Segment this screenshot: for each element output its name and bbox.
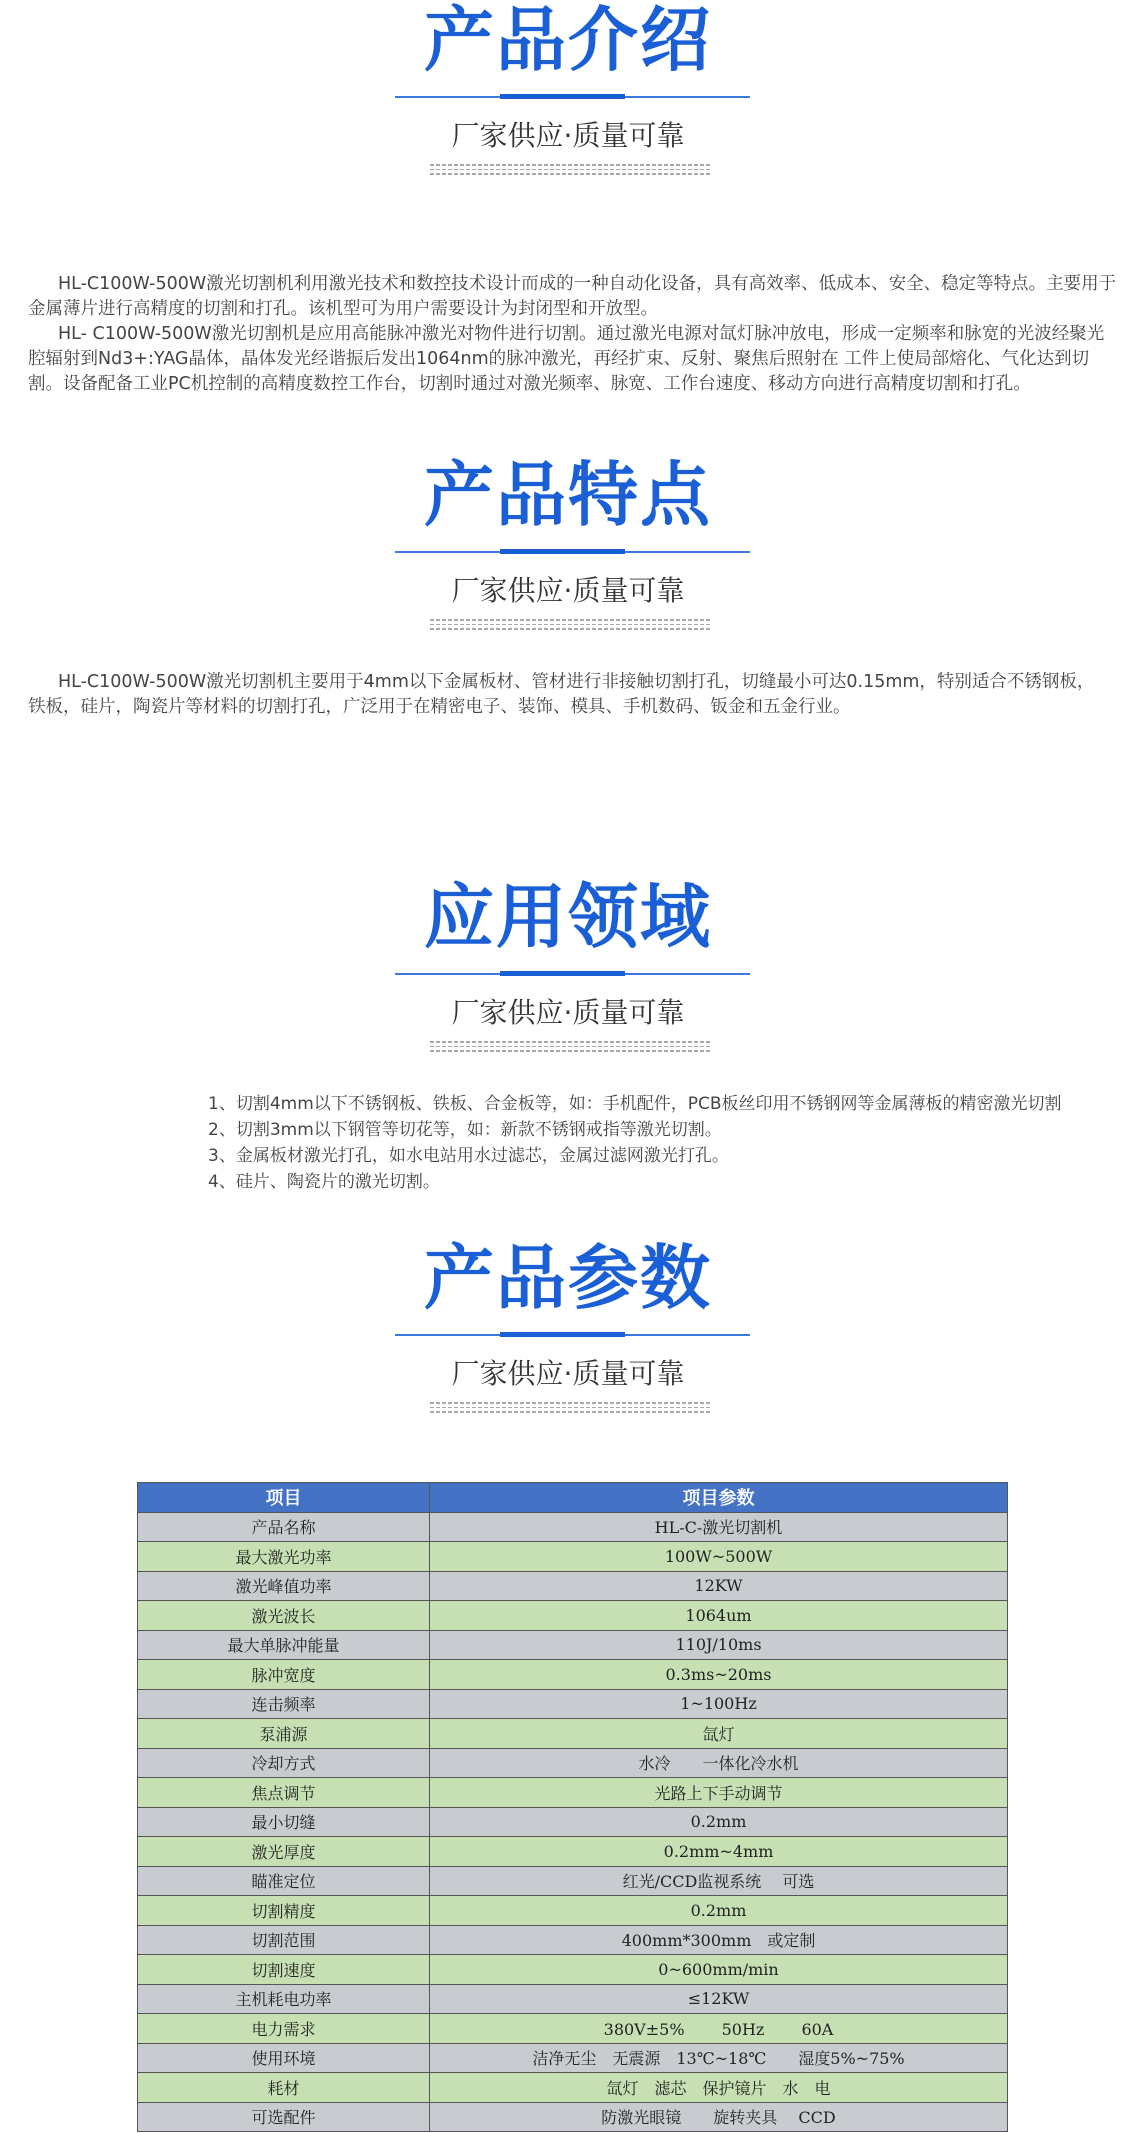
param-name-cell: 主机耗电功率 — [138, 1984, 430, 2014]
table-row — [138, 1866, 1008, 1896]
table-row — [138, 2014, 1008, 2044]
section-title: 产品介绍 — [424, 0, 712, 81]
section-subtitle: 厂家供应·质量可靠 — [451, 1357, 685, 1390]
table-row — [138, 1778, 1008, 1808]
param-value-cell: 0.2mm~4mm — [430, 1837, 1008, 1867]
param-name-cell: 最大激光功率 — [138, 1542, 430, 1572]
intro-paragraph-1: HL-C100W-500W激光切割机利用激光技术和数控技术设计而成的一种自动化设备，具有高效率、低成本、安全、稳定等特点。主要用于金属薄片进行高精度的切割和打孔。该机型可为用户需要设计为封闭型和开放型。 — [28, 274, 1117, 319]
param-name-cell: 最大单脉冲能量 — [138, 1630, 430, 1660]
param-name-cell: 电力需求 — [138, 2014, 430, 2044]
table-row — [138, 1601, 1008, 1631]
table-header-row — [138, 1483, 1008, 1513]
table-row — [138, 1984, 1008, 2014]
table-row — [138, 2102, 1008, 2132]
table-row — [138, 1807, 1008, 1837]
section-title: 应用领域 — [424, 876, 712, 958]
param-name-cell: 焦点调节 — [138, 1778, 430, 1808]
param-value-cell: 红光/CCD监视系统 可选 — [430, 1866, 1008, 1896]
param-name-cell: 激光峰值功率 — [138, 1571, 430, 1601]
column-header: 项目 — [138, 1483, 430, 1513]
decorative-lines — [430, 1402, 710, 1420]
param-name-cell: 使用环境 — [138, 2043, 430, 2073]
table-row — [138, 1896, 1008, 1926]
column-header: 项目参数 — [430, 1483, 1008, 1513]
param-name-cell: 脉冲宽度 — [138, 1660, 430, 1690]
divider-accent — [500, 971, 625, 976]
table-row — [138, 1925, 1008, 1955]
section-subtitle: 厂家供应·质量可靠 — [451, 119, 685, 152]
param-value-cell: 洁净无尘 无震源 13℃~18℃ 湿度5%~75% — [430, 2043, 1008, 2073]
divider-accent — [500, 94, 625, 99]
param-value-cell: 0.3ms~20ms — [430, 1660, 1008, 1690]
decorative-lines — [430, 164, 710, 182]
param-value-cell: ≤12KW — [430, 1984, 1008, 2014]
table-row — [138, 1748, 1008, 1778]
section-title: 产品参数 — [424, 1237, 712, 1319]
param-name-cell: 冷却方式 — [138, 1748, 430, 1778]
section-subtitle: 厂家供应·质量可靠 — [451, 996, 685, 1029]
param-name-cell: 激光波长 — [138, 1601, 430, 1631]
param-value-cell: 氙灯 — [430, 1719, 1008, 1749]
table-row — [138, 1542, 1008, 1572]
param-value-cell: HL-C-激光切割机 — [430, 1512, 1008, 1542]
param-value-cell: 0.2mm — [430, 1807, 1008, 1837]
param-value-cell: 1064um — [430, 1601, 1008, 1631]
table-row — [138, 1719, 1008, 1749]
param-name-cell: 最小切缝 — [138, 1807, 430, 1837]
param-value-cell: 100W~500W — [430, 1542, 1008, 1572]
param-name-cell: 激光厚度 — [138, 1837, 430, 1867]
table-row — [138, 2073, 1008, 2103]
table-row — [138, 1837, 1008, 1867]
section-title: 产品特点 — [424, 454, 712, 536]
param-name-cell: 瞄准定位 — [138, 1866, 430, 1896]
table-row — [138, 1660, 1008, 1690]
param-value-cell: 400mm*300mm 或定制 — [430, 1925, 1008, 1955]
param-value-cell: 0~600mm/min — [430, 1955, 1008, 1985]
list-item: 4、硅片、陶瓷片的激光切割。 — [208, 1172, 440, 1192]
decorative-lines — [430, 1041, 710, 1059]
features-paragraph: HL-C100W-500W激光切割机主要用于4mm以下金属板材、管材进行非接触切割打孔，切缝最小可达0.15mm，特别适合不锈钢板，铁板，硅片，陶瓷片等材料的切割打孔，广泛用于在精密电子、装饰、模具、手机数码、钣金和五金行业。 — [28, 672, 1095, 717]
divider-accent — [500, 549, 625, 554]
param-name-cell: 切割速度 — [138, 1955, 430, 1985]
list-item: 3、金属板材激光打孔，如水电站用水过滤芯，金属过滤网激光打孔。 — [208, 1146, 729, 1166]
table-row — [138, 1630, 1008, 1660]
param-name-cell: 连击频率 — [138, 1689, 430, 1719]
param-value-cell: 110J/10ms — [430, 1630, 1008, 1660]
param-name-cell: 耗材 — [138, 2073, 430, 2103]
param-name-cell: 可选配件 — [138, 2102, 430, 2132]
param-name-cell: 切割精度 — [138, 1896, 430, 1926]
param-value-cell: 380V±5% 50Hz 60A — [430, 2014, 1008, 2044]
param-value-cell: 光路上下手动调节 — [430, 1778, 1008, 1808]
list-item: 2、切割3mm以下钢管等切花等，如：新款不锈钢戒指等激光切割。 — [208, 1120, 722, 1140]
param-name-cell: 泵浦源 — [138, 1719, 430, 1749]
param-value-cell: 1~100Hz — [430, 1689, 1008, 1719]
params-table — [137, 1482, 1008, 2132]
decorative-lines — [430, 619, 710, 637]
table-row — [138, 1571, 1008, 1601]
param-name-cell: 产品名称 — [138, 1512, 430, 1542]
list-item: 1、切割4mm以下不锈钢板、铁板、合金板等，如：手机配件，PCB板丝印用不锈钢网等金属薄板的精密激光切割 — [208, 1094, 1062, 1114]
param-value-cell: 氙灯 滤芯 保护镜片 水 电 — [430, 2073, 1008, 2103]
table-row — [138, 2043, 1008, 2073]
param-value-cell: 水冷 一体化冷水机 — [430, 1748, 1008, 1778]
param-value-cell: 防激光眼镜 旋转夹具 CCD — [430, 2102, 1008, 2132]
param-name-cell: 切割范围 — [138, 1925, 430, 1955]
table-row — [138, 1689, 1008, 1719]
param-value-cell: 12KW — [430, 1571, 1008, 1601]
divider-accent — [500, 1332, 625, 1337]
table-row — [138, 1955, 1008, 1985]
section-subtitle: 厂家供应·质量可靠 — [451, 574, 685, 607]
intro-paragraph-2: HL- C100W-500W激光切割机是应用高能脉冲激光对物件进行切割。通过激光电源对氙灯脉冲放电，形成一定频率和脉宽的光波经聚光腔辐射到Nd3+:YAG晶体，晶体发光经谐振后发出1064nm的脉冲激光，再经扩束、反射、聚焦后照射在 工件上使局部熔化、气化达到切割。设备配备工业PC机控制的高精度数控工作台，切割时通过对激光频率、脉宽、工作台速度、移动方向进行高精度切割和打孔。 — [28, 324, 1105, 394]
param-value-cell: 0.2mm — [430, 1896, 1008, 1926]
table-row — [138, 1512, 1008, 1542]
